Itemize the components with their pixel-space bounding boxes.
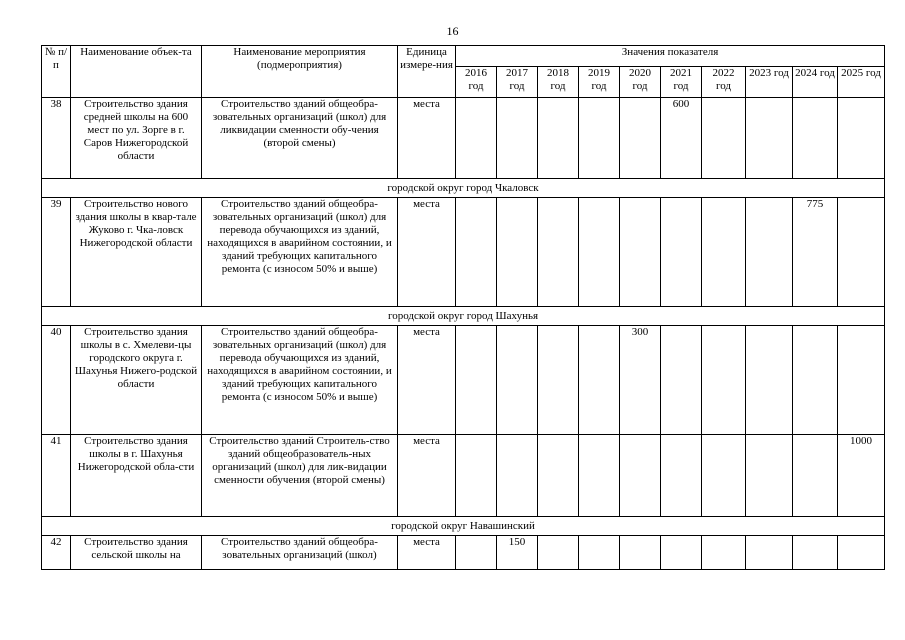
row-number: 41 [42, 435, 71, 517]
value-cell [497, 198, 538, 307]
value-cell [620, 536, 661, 570]
action-name: Строительство зданий общеобра-зовательных организаций (школ) [202, 536, 398, 570]
header-unit: Единица измере-ния [398, 46, 456, 98]
unit: места [398, 435, 456, 517]
page-number: 16 [446, 24, 459, 38]
value-cell [620, 98, 661, 179]
value-cell [746, 435, 793, 517]
table-row [42, 98, 885, 179]
table-row [42, 326, 885, 435]
object-name: Строительство здания средней школы на 600 мест по ул. Зорге в г. Саров Нижегородской области [71, 98, 202, 179]
value-cell [661, 435, 702, 517]
value-cell [579, 98, 620, 179]
value-cell: 1000 [838, 435, 885, 517]
value-cell [538, 536, 579, 570]
value-cell [746, 98, 793, 179]
table-row [42, 536, 885, 570]
value-cell [456, 326, 497, 435]
object-name: Строительство здания школы в с. Хмелеви-цы городского округа г. Шахунья Нижего-родской области [71, 326, 202, 435]
value-cell [538, 198, 579, 307]
value-cell [497, 326, 538, 435]
object-name: Строительство здания сельской школы на [71, 536, 202, 570]
section-label: городской округ Навашинский [391, 520, 535, 532]
row-number: 39 [42, 198, 71, 307]
value-cell [456, 98, 497, 179]
value-cell [661, 198, 702, 307]
header-year: 2024 год [793, 67, 838, 98]
value-cell [579, 198, 620, 307]
value-cell [661, 536, 702, 570]
action-name: Строительство зданий общеобра-зовательных организаций (школ) для перевода обучающихся из зданий, находящихся в аварийном состоянии, и зданий требующих капитального ремонта (с износом 50% и выше) [202, 326, 398, 435]
header-year: 2017 год [497, 67, 538, 98]
value-cell [838, 98, 885, 179]
value-cell [497, 435, 538, 517]
value-cell: 775 [793, 198, 838, 307]
value-cell [497, 98, 538, 179]
value-cell [579, 326, 620, 435]
value-cell [793, 536, 838, 570]
value-cell [456, 198, 497, 307]
header-year: 2016 год [456, 67, 497, 98]
value-cell [746, 326, 793, 435]
value-cell [702, 198, 746, 307]
action-name: Строительство зданий Строитель-ство зданий общеобразователь-ных организаций (школ) для лик-видации сменности обучения (второй смены) [202, 435, 398, 517]
unit: места [398, 198, 456, 307]
row-number: 40 [42, 326, 71, 435]
header-year: 2020 год [620, 67, 661, 98]
header-year: 2023 год [746, 67, 793, 98]
value-cell [579, 536, 620, 570]
header-year: 2019 год [579, 67, 620, 98]
value-cell [702, 435, 746, 517]
header-action-name: Наименование мероприятия (подмероприятия) [202, 46, 398, 98]
object-name: Строительство нового здания школы в квар-тале Жуково г. Чка-ловск Нижегородской области [71, 198, 202, 307]
section-row [42, 179, 885, 198]
section-row [42, 517, 885, 536]
header-num: № п/п [42, 46, 71, 98]
value-cell [456, 435, 497, 517]
value-cell [620, 198, 661, 307]
section-row [42, 307, 885, 326]
value-cell [838, 198, 885, 307]
header-year: 2025 год [838, 67, 885, 98]
table-row [42, 435, 885, 517]
value-cell [456, 536, 497, 570]
table-row [42, 198, 885, 307]
value-cell [538, 435, 579, 517]
value-cell: 600 [661, 98, 702, 179]
value-cell [702, 98, 746, 179]
value-cell [838, 536, 885, 570]
value-cell [620, 435, 661, 517]
indicator-table [41, 45, 885, 570]
value-cell [661, 326, 702, 435]
value-cell [702, 536, 746, 570]
value-cell [746, 198, 793, 307]
unit: места [398, 326, 456, 435]
value-cell [538, 98, 579, 179]
unit: места [398, 536, 456, 570]
unit: места [398, 98, 456, 179]
action-name: Строительство зданий общеобра-зовательных организаций (школ) для перевода обучающихся из зданий, находящихся в аварийном состоянии, и зданий требующих капитального ремонта (с износом 50% и выше) [202, 198, 398, 307]
value-cell [838, 326, 885, 435]
value-cell: 300 [620, 326, 661, 435]
value-cell [793, 435, 838, 517]
row-number: 42 [42, 536, 71, 570]
header-values-title: Значения показателя [456, 46, 885, 67]
action-name: Строительство зданий общеобра-зовательных организаций (школ) для ликвидации сменности обу-чения (второй смены) [202, 98, 398, 179]
section-label: городской округ город Шахунья [387, 310, 539, 322]
value-cell [579, 435, 620, 517]
value-cell [793, 326, 838, 435]
value-cell: 150 [497, 536, 538, 570]
section-label: городской округ город Чкаловск [387, 182, 539, 194]
header-year: 2018 год [538, 67, 579, 98]
header-year: 2021 год [661, 67, 702, 98]
header-year: 2022 год [702, 67, 746, 98]
value-cell [793, 98, 838, 179]
value-cell [702, 326, 746, 435]
value-cell [746, 536, 793, 570]
object-name: Строительство здания школы в г. Шахунья Нижегородской обла-сти [71, 435, 202, 517]
row-number: 38 [42, 98, 71, 179]
header-object-name: Наименование объек-та [71, 46, 202, 98]
value-cell [538, 326, 579, 435]
